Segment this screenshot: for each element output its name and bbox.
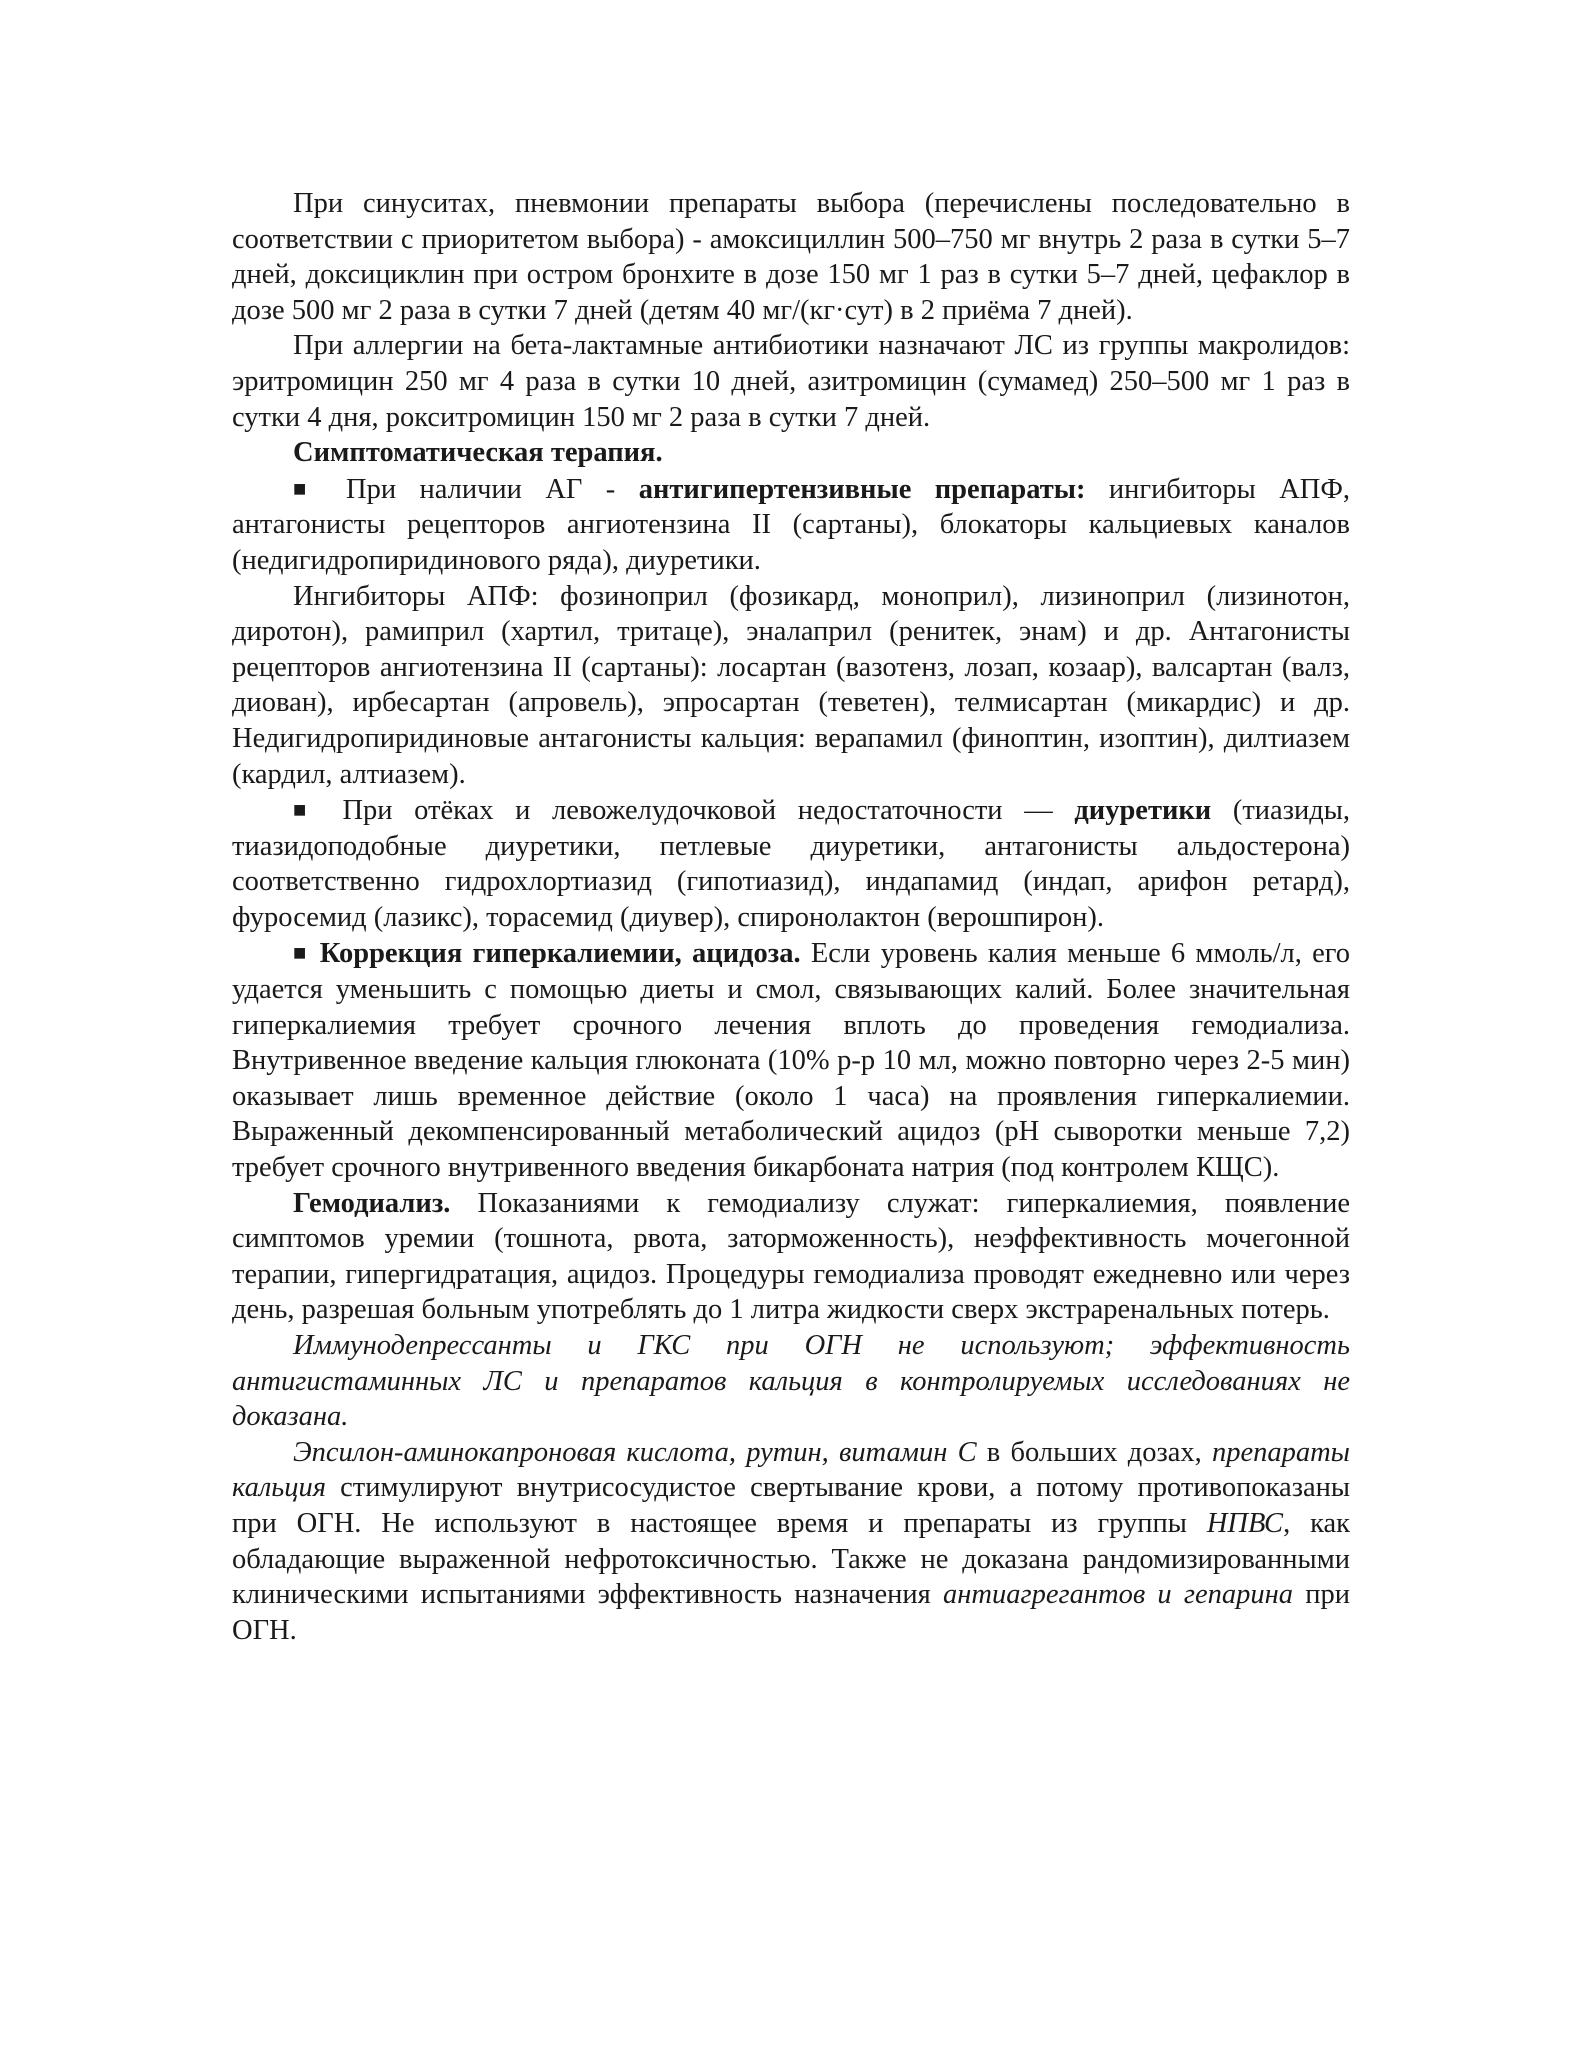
paragraph-contraindicated-drugs xyxy=(232,1435,1350,1649)
bullet-square-icon: ■ xyxy=(293,475,323,501)
paragraph-antihypertensive xyxy=(232,471,1350,579)
paragraph-allergy-macrolides: При аллергии на бета-лактамные антибиотики назначают ЛС из группы макролидов: эритромицин 250 мг 4 раза в сутки 10 дней, азитромицин (сумамед) 250–500 мг 1 раз в сутки 4 дня, рокситромицин 150 мг 2 раза в сутки 7 дней. xyxy=(232,330,1350,433)
paragraph-hemodialysis xyxy=(232,1186,1350,1328)
contra-text-2: стимулируют внутрисосудистое свертывание крови, а потому противопоказаны при ОГН. Не используют в настоящее время и препараты из группы xyxy=(232,1472,1350,1539)
hemodialysis-bold: Гемодиализ. xyxy=(293,1187,451,1219)
contra-text-3: , как обладающие выраженной нефротоксичностью. Также не доказана рандомизированными клиническими испытаниями эффективность назначения xyxy=(232,1507,1350,1611)
hemodialysis-rest: Показаниями к гемодиализу служат: гиперкалиемия, появление симптомов уремии (тошнота, рвота, заторможенность), неэффективность мочегонной терапии, гипергидратация, ацидоз. Процедуры гемодиализа проводят ежедневно или через день, разрешая больным употреблять до 1 литра жидкости сверх экстраренальных потерь. xyxy=(232,1187,1350,1326)
document-page xyxy=(232,186,1350,1648)
diuretics-bold: диуретики xyxy=(1074,795,1212,827)
contra-italic-4: антиагрегантов и гепарина xyxy=(943,1579,1294,1611)
heading-symptomatic-therapy: Симптоматическая терапия. xyxy=(293,437,663,469)
diuretics-rest: (тиазиды, тиазидоподобные диуретики, петлевые диуретики, антагонисты альдостерона) соответственно гидрохлортиазид (гипотиазид), индапамид (индап, арифон ретард), фуросемид (лазикс), торасемид (диувер), спиронолактон (верошпирон). xyxy=(232,795,1350,933)
antihypertensive-bold: антигипертензивные препараты: xyxy=(638,473,1086,505)
hyperkalemia-bold: Коррекция гиперкалиемии, ацидоза. xyxy=(319,938,801,970)
contra-italic-2: препараты кальция xyxy=(232,1436,1350,1504)
contra-text-1: в больших дозах, xyxy=(976,1436,1212,1468)
paragraph-hyperkalemia xyxy=(232,935,1350,1185)
hyperkalemia-rest: Если уровень калия меньше 6 ммоль/л, его удается уменьшить с помощью диеты и смол, связывающих калий. Более значительная гиперкалиемия требует срочного лечения вплоть до проведения гемодиализа. Внутривенное введение кальция глюконата (10% р-р 10 мл, можно повторно через 2-5 мин) оказывает лишь временное действие (около 1 часа) на проявления гиперкалиемии. Выраженный декомпенсированный метаболический ацидоз (pH сыворотки меньше 7,2) требует срочного внутривенного введения бикарбоната натрия (под контролем КЩС). xyxy=(232,938,1351,1184)
contra-text-4: при ОГН. xyxy=(232,1579,1350,1646)
contra-italic-3: НПВС xyxy=(1206,1507,1284,1539)
contra-italic-1: Эпсилон-аминокапроновая кислота, рутин, витамин С xyxy=(293,1436,977,1468)
paragraph-sinusitis-therapy: При синуситах, пневмонии препараты выбора (перечислены последовательно в соответствии с приоритетом выбора) - амоксициллин 500–750 мг внутрь 2 раза в сутки 5–7 дней, доксициклин при остром бронхите в дозе 150 мг 1 раз в сутки 5–7 дней, цефаклор в дозе 500 мг 2 раза в сутки 7 дней (детям 40 мг/(кг·сут) в 2 приёма 7 дней). xyxy=(232,188,1350,326)
bullet-square-icon: ■ xyxy=(293,797,321,823)
antihypertensive-rest: ингибиторы АПФ, антагонисты рецепторов ангиотензина II (сартаны), блокаторы кальциевых каналов (недигидропиридинового ряда), диуретики. xyxy=(232,473,1351,576)
paragraph-immunosuppressants: Иммунодепрессанты и ГКС при ОГН не используют; эффективность антигистаминных ЛС и препаратов кальция в контролируемых исследованиях не доказана. xyxy=(232,1330,1350,1433)
antihypertensive-lead: При наличии АГ - xyxy=(345,473,639,505)
bullet-square-icon: ■ xyxy=(293,940,310,966)
diuretics-lead: При отёках и левожелудочковой недостаточности — xyxy=(342,795,1075,827)
paragraph-ace-inhibitors: Ингибиторы АПФ: фозиноприл (фозикард, моноприл), лизиноприл (лизинотон, диротон), рамиприл (хартил, тритаце), эналаприл (ренитек, энам) и др. Антагонисты рецепторов ангиотензина II (сартаны): лосартан (вазотенз, лозап, козаар), валсартан (валз, диован), ирбесартан (апровель), эпросартан (теветен), телмисартан (микардис) и др. Недигидропиридиновые антагонисты кальция: верапамил (финоптин, изоптин), дилтиазем (кардил, алтиазем). xyxy=(232,580,1350,790)
paragraph-diuretics xyxy=(232,792,1350,935)
